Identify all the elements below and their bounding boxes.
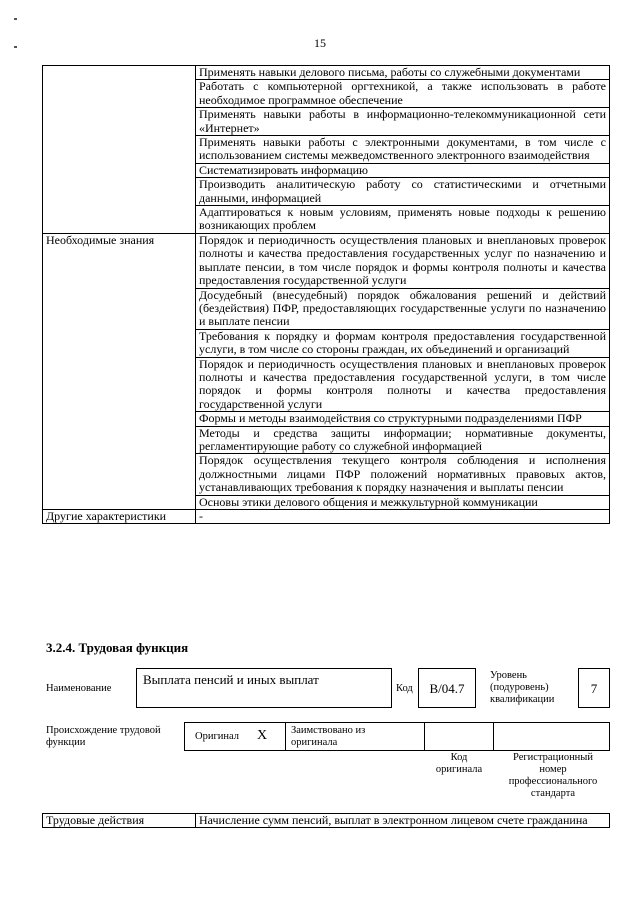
skill-row: Адаптироваться к новым условиям, применять новые подходы к решению возникающих проблем (196, 206, 610, 234)
knowledge-row: Порядок и периодичность осуществления плановых и внеплановых проверок полноты и качества предоставления государственной услуги, в том числе порядок и формы контроля полноты и качества предоставления государственной услуги (196, 357, 610, 412)
knowledge-row: Порядок осуществления текущего контроля соблюдения и исполнения должностными лицами ПФР положений нормативных правовых актов, устанавливающих требования к порядку назначения и выплаты пенсии (196, 454, 610, 495)
competency-table (42, 65, 610, 524)
actions-label: Трудовые действия (43, 814, 196, 828)
origin-box (184, 722, 610, 751)
knowledge-row: Требования к порядку и формам контроля предоставления государственной услуги, в том числе со стороны граждан, их объединений и организаций (196, 329, 610, 357)
skill-row: Систематизировать информацию (196, 163, 610, 177)
code-original-caption: Код оригинала (435, 752, 483, 775)
function-name-value: Выплата пенсий и иных выплат (143, 672, 319, 687)
knowledge-row: Порядок и периодичность осуществления плановых и внеплановых проверок полноты и качества предоставления государственных услуг по назначению и выплате пенсии, в том числе порядок и формы контроля полноты и качества предоставления государственной услуги (196, 233, 610, 288)
borrowed-label: Заимствовано из оригинала (291, 725, 366, 748)
section-title: 3.2.4. Трудовая функция (46, 640, 189, 655)
function-name-box (136, 668, 392, 708)
original-mark: X (257, 728, 268, 743)
actions-value: Начисление сумм пенсий, выплат в электронном лицевом счете гражданина (196, 814, 610, 828)
code-value: B/04.7 (429, 681, 465, 696)
page-number: 15 (314, 36, 326, 50)
name-label: Наименование (46, 683, 112, 694)
actions-table (42, 813, 610, 828)
reg-number-caption: Регистрационный номер профессионального стандарта (508, 752, 598, 799)
knowledge-row: Досудебный (внесудебный) порядок обжалования решений и действий (бездействия) ПФР, предоставляющих государственные услуги по назначению и выплате пенсии (196, 288, 610, 329)
skills-label-cell (43, 66, 196, 234)
skill-row: Работать с компьютерной оргтехникой, а также использовать в работе необходимое программное обеспечение (196, 80, 610, 108)
level-box (578, 668, 610, 708)
skill-row: Применять навыки работы с электронными документами, в том числе с использованием системы межведомственного электронного взаимодействия (196, 136, 610, 164)
skill-row: Применять навыки делового письма, работы со служебными документами (196, 66, 610, 80)
skill-row: Применять навыки работы в информационно-телекоммуникационной сети «Интернет» (196, 108, 610, 136)
level-value: 7 (590, 681, 598, 696)
knowledge-row: Основы этики делового общения и межкультурной коммуникации (196, 495, 610, 509)
skill-row: Производить аналитическую работу со статистическими и отчетными данными, информацией (196, 178, 610, 206)
other-characteristics-value: - (196, 510, 610, 524)
code-label: Код (396, 683, 413, 694)
scan-mark (14, 18, 17, 20)
origin-label: Происхождение трудовой функции (46, 725, 161, 748)
code-box (418, 668, 476, 708)
original-label: Оригинал (195, 731, 239, 742)
other-characteristics-label: Другие характеристики (43, 510, 196, 524)
knowledge-label: Необходимые знания (43, 233, 196, 509)
knowledge-row: Формы и методы взаимодействия со структурными подразделениями ПФР (196, 412, 610, 426)
knowledge-row: Методы и средства защиты информации; нормативные документы, регламентирующие работу со служебной информацией (196, 426, 610, 454)
level-label: Уровень (подуровень) квалификации (490, 670, 555, 705)
